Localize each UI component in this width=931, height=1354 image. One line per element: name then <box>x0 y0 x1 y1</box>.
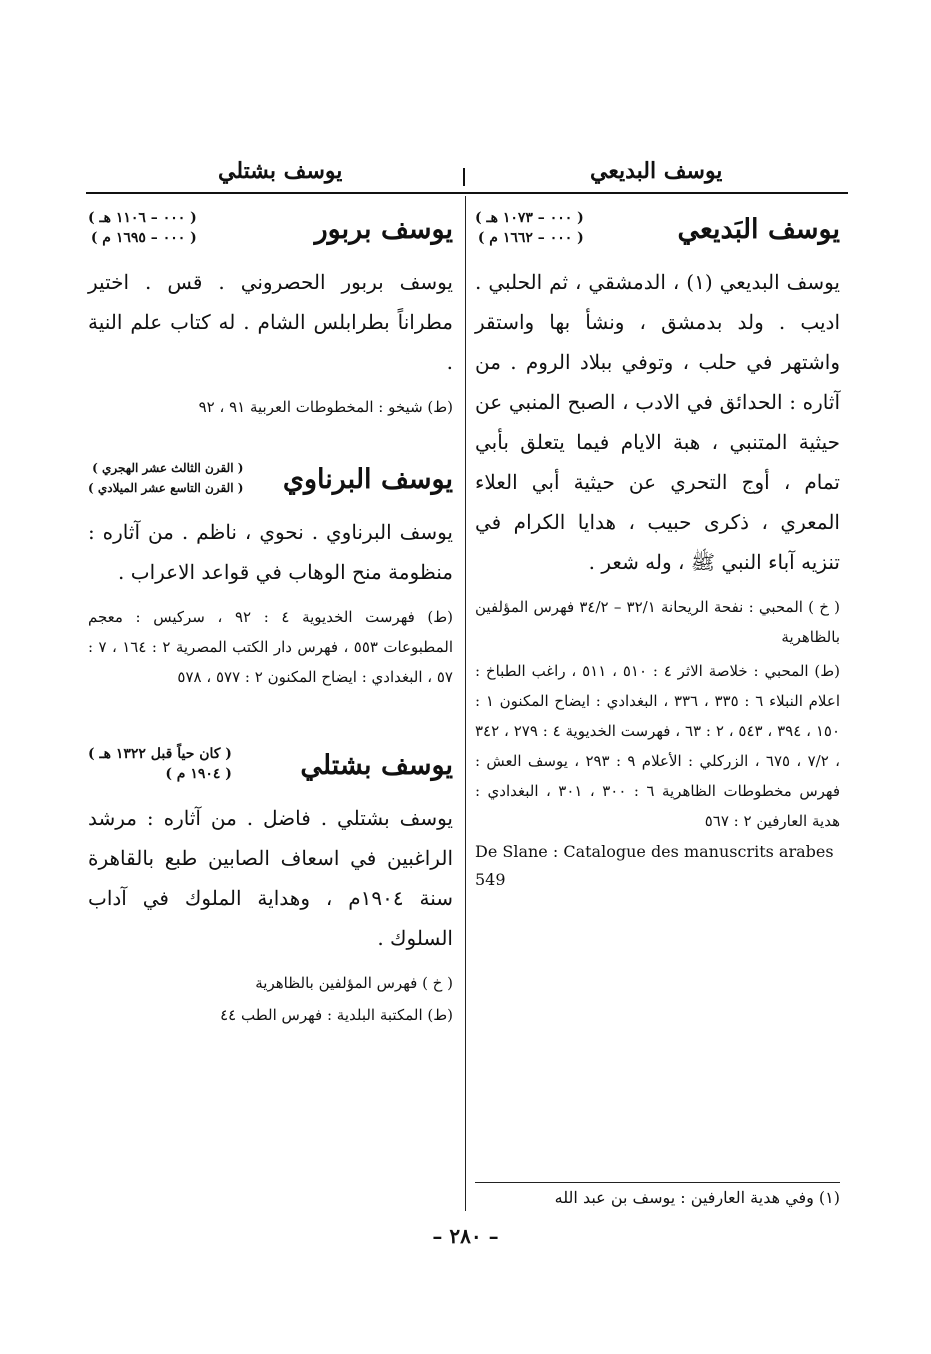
entry-header <box>88 452 453 512</box>
entry-ref-printed: (ط) المحبي : خلاصة الاثر ٤ : ٥١٠ ، ٥١١ ، راغب الطباخ : اعلام النبلاء ٦ : ٣٣٥ ، ٣٣٦ ، البغدادي : ايضاح المكنون ١ : ١٥٠ ، ٣٩٤ ، ٥٤٣ ، ٢ : ٦٣ ، فهرست الخديوية ٤ : ٢٧٩ ، ٣٤٢ ، ٧/٢ ، ٦٧٥ ، الزركلي : الأعلام ٩ : ٢٩٣ ، يوسف العش : فهرس مخطوطات الظاهرية ٦ : ٣٠٠ ، ٣٠١ ، البغدادي : هدية العارفين ٢ : ٥٦٧ <box>475 662 840 830</box>
entry-ref-printed: (ط) فهرست الخديوية ٤ : ٩٢ ، سركيس : معجم المطبوعات ٥٥٣ ، فهرس دار الكتب المصرية ٢ : ١٦٤ ، ٧ : ٥٧ ، البغدادي : ايضاح المكنون ٢ : ٥٧٧ ، ٥٧٨ <box>88 608 454 686</box>
entry-dates <box>88 208 197 248</box>
footnote: (١) وفي هدية العارفين : يوسف بن عبد الله <box>554 1188 840 1207</box>
dates-hijri: ( ٠٠٠ – ١٠٧٣ هـ ) <box>475 210 584 226</box>
entry-ref-manuscripts: ( خ ) المحبي : نفحة الريحانة ٣٢/١ – ٣٤/٢ فهرس المؤلفين بالظاهرية <box>475 598 840 646</box>
entry-name: يوسف البرناوي <box>282 464 453 495</box>
header-separator <box>463 168 465 186</box>
header-rule <box>86 192 848 194</box>
entry-ref-printed: (ط) المكتبة البلدية : فهرس الطب ٤٤ <box>220 1006 453 1024</box>
dates-hijri: ( كان حياً قبل ١٣٢٢ هـ ) <box>88 746 232 762</box>
entry-dates <box>475 208 584 248</box>
entry-ref-latin: De Slane : Catalogue des manuscrits arabes 549 <box>475 842 834 889</box>
footnote-rule <box>475 1182 840 1183</box>
dates-gregorian: ( ١٩٠٤ م ) <box>165 766 232 782</box>
left-column <box>88 196 453 1030</box>
column-divider <box>465 196 466 1211</box>
dates-hijri: ( القرن الثالث عشر الهجري ) <box>92 461 244 475</box>
entry-dates <box>88 458 243 498</box>
entry-spacer <box>88 422 453 446</box>
dates-gregorian: ( ٠٠٠ – ١٦٦٢ م ) <box>477 230 584 246</box>
entry-spacer <box>88 692 453 732</box>
entry-header <box>88 202 453 262</box>
running-header-left: يوسف بشتلي <box>218 158 343 184</box>
dates-gregorian: ( القرن التاسع عشر الميلادي ) <box>88 481 244 495</box>
entry-header <box>88 738 453 798</box>
dates-gregorian: ( ٠٠٠ – ١٦٩٥ م ) <box>90 230 197 246</box>
entry-name: يوسف البَديعي <box>677 214 840 245</box>
entry-ref-printed: (ط) شيخو : المخطوطات العربية ٩١ ، ٩٢ <box>198 398 453 416</box>
entry-body: يوسف بشتلي . فاضل . من آثاره : مرشد الراغبين في اسعاف الصابين طبع بالقاهرة سنة ١٩٠٤م ، وهداية الملوك في آداب السلوك . <box>88 806 454 950</box>
entry-name: يوسف بربور <box>314 214 453 245</box>
entry-name: يوسف بشتلي <box>300 750 453 781</box>
entry-body: يوسف البديعي (١) ، الدمشقي ، ثم الحلبي . اديب . ولد بدمشق ، ونشأ بها واستقر واشتهر في حلب ، وتوفي ببلاد الروم . من آثاره : الحدائق في الادب ، الصبح المنبي عن حيثية المتنبي ، هبة الايام فيما يتعلق بأبي تمام ، أوج التحري عن حيثية أبي العلاء المعري ، ذكرى حبيب ، هدايا الكرام في تنزيه آباء النبي ﷺ ، وله شعر . <box>475 270 840 574</box>
entry-header <box>475 202 840 262</box>
dates-hijri: ( ٠٠٠ – ١١٠٦ هـ ) <box>88 210 197 226</box>
entry-body: يوسف بربور الحصروني . قس . اختير مطراناً بطرابلس الشام . له كتاب علم النية . <box>88 270 453 374</box>
right-column <box>475 196 840 894</box>
entry-dates <box>88 744 232 784</box>
entry-body: يوسف البرناوي . نحوي ، ناظم . من آثاره : منظومة منح الوهاب في قواعد الاعراب . <box>88 520 453 584</box>
page-number: – ٢٨٠ – <box>432 1224 499 1248</box>
running-header-right: يوسف البديعي <box>590 158 723 184</box>
entry-ref-manuscripts: ( خ ) فهرس المؤلفين بالظاهرية <box>255 974 453 992</box>
